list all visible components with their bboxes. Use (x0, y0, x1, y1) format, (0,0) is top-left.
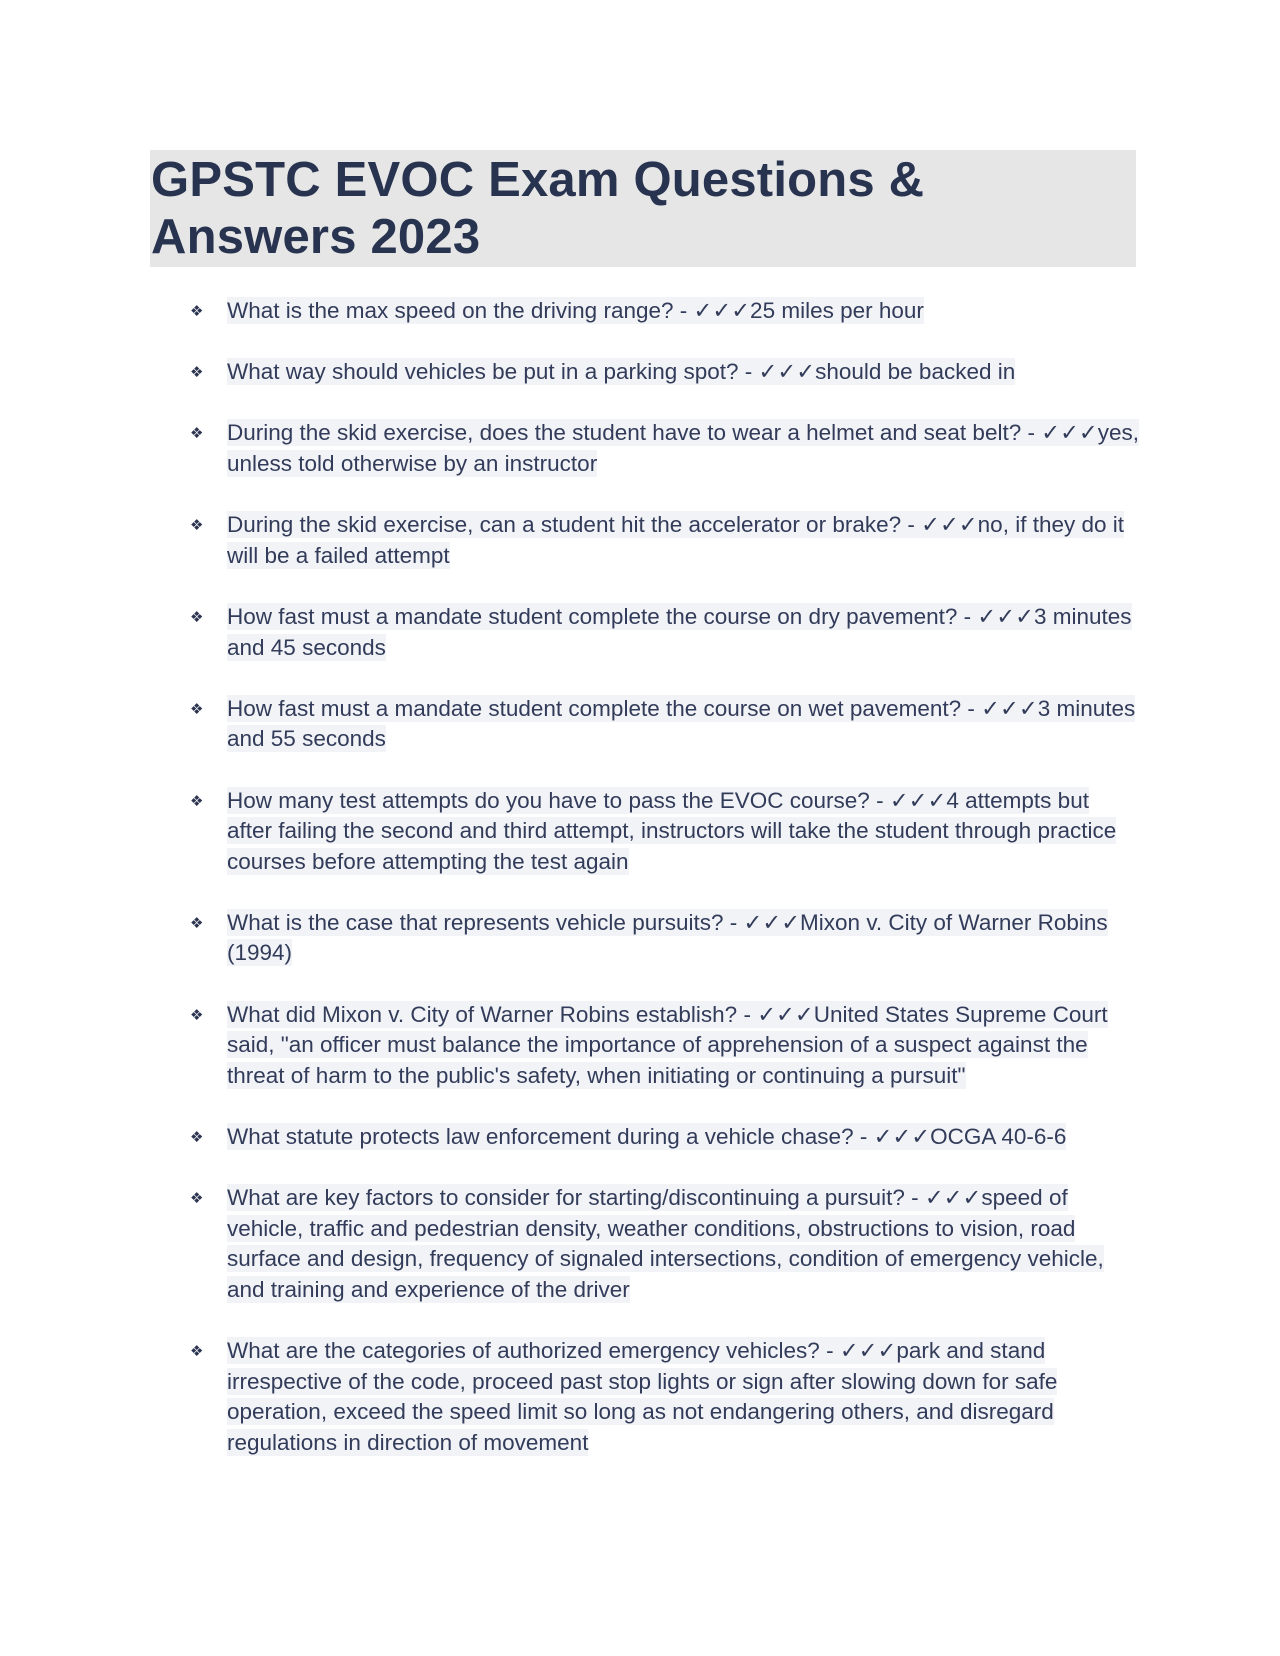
list-item (190, 1183, 1140, 1305)
list-item (190, 418, 1140, 479)
four-diamond-bullet-icon: ❖ (190, 424, 204, 443)
question-answer-text: What way should vehicles be put in a parking spot? - ✓✓✓should be backed in (227, 359, 1016, 385)
question-answer-text: What are key factors to consider for starting/discontinuing a pursuit? - ✓✓✓speed of vehicle, traffic and pedestrian density, weather conditions, obstructions to vision, road surface and design, frequency of signaled intersections, condition of emergency vehicle, and training and experience of the driver (227, 1185, 1104, 1302)
question-answer-text: During the skid exercise, can a student hit the accelerator or brake? - ✓✓✓no, if they do it will be a failed attempt (227, 512, 1125, 568)
question-answer-text: How fast must a mandate student complete the course on wet pavement? - ✓✓✓3 minutes and 55 seconds (227, 695, 1136, 752)
document-title: GPSTC EVOC Exam Questions & Answers 2023 (151, 153, 925, 264)
four-diamond-bullet-icon: ❖ (190, 1005, 204, 1024)
four-diamond-bullet-icon: ❖ (190, 791, 204, 810)
list-item (190, 1336, 1140, 1458)
four-diamond-bullet-icon: ❖ (190, 607, 204, 626)
question-answer-text: What statute protects law enforcement during a vehicle chase? - ✓✓✓OCGA 40-6-6 (227, 1124, 1067, 1150)
qa-list (190, 296, 1140, 1489)
list-item (190, 510, 1140, 571)
list-item (190, 357, 1140, 388)
list-item (190, 908, 1140, 969)
four-diamond-bullet-icon: ❖ (190, 1128, 204, 1147)
question-answer-text: How fast must a mandate student complete the course on dry pavement? - ✓✓✓3 minutes and 45 seconds (227, 603, 1132, 660)
list-item (190, 1000, 1140, 1092)
question-answer-text: What are the categories of authorized emergency vehicles? - ✓✓✓park and stand irrespective of the code, proceed past stop lights or sign after slowing down for safe operation, exceed the speed limit so long as not endangering others, and disregard regulations in direction of movement (227, 1338, 1058, 1455)
four-diamond-bullet-icon: ❖ (190, 363, 204, 382)
four-diamond-bullet-icon: ❖ (190, 699, 204, 718)
four-diamond-bullet-icon: ❖ (190, 1342, 204, 1361)
list-item (190, 602, 1140, 663)
four-diamond-bullet-icon: ❖ (190, 1189, 204, 1208)
question-answer-text: What did Mixon v. City of Warner Robins establish? - ✓✓✓United States Supreme Court said, "an officer must balance the importance of apprehension of a suspect against the threat of harm to the public's safety, when initiating or continuing a pursuit" (227, 1001, 1108, 1088)
list-item (190, 1122, 1140, 1153)
question-answer-text: How many test attempts do you have to pass the EVOC course? - ✓✓✓4 attempts but after failing the second and third attempt, instructors will take the student through practice courses before attempting the test again (227, 787, 1117, 874)
list-item (190, 694, 1140, 755)
list-item (190, 786, 1140, 878)
list-item (190, 296, 1140, 327)
question-answer-text: What is the case that represents vehicle pursuits? - ✓✓✓Mixon v. City of Warner Robins (1994) (227, 909, 1108, 966)
question-answer-text: What is the max speed on the driving range? - ✓✓✓25 miles per hour (227, 298, 924, 323)
four-diamond-bullet-icon: ❖ (190, 302, 204, 320)
four-diamond-bullet-icon: ❖ (190, 516, 204, 535)
question-answer-text: During the skid exercise, does the student have to wear a helmet and seat belt? - ✓✓✓yes, unless told otherwise by an instructor (227, 420, 1140, 476)
four-diamond-bullet-icon: ❖ (190, 913, 204, 932)
